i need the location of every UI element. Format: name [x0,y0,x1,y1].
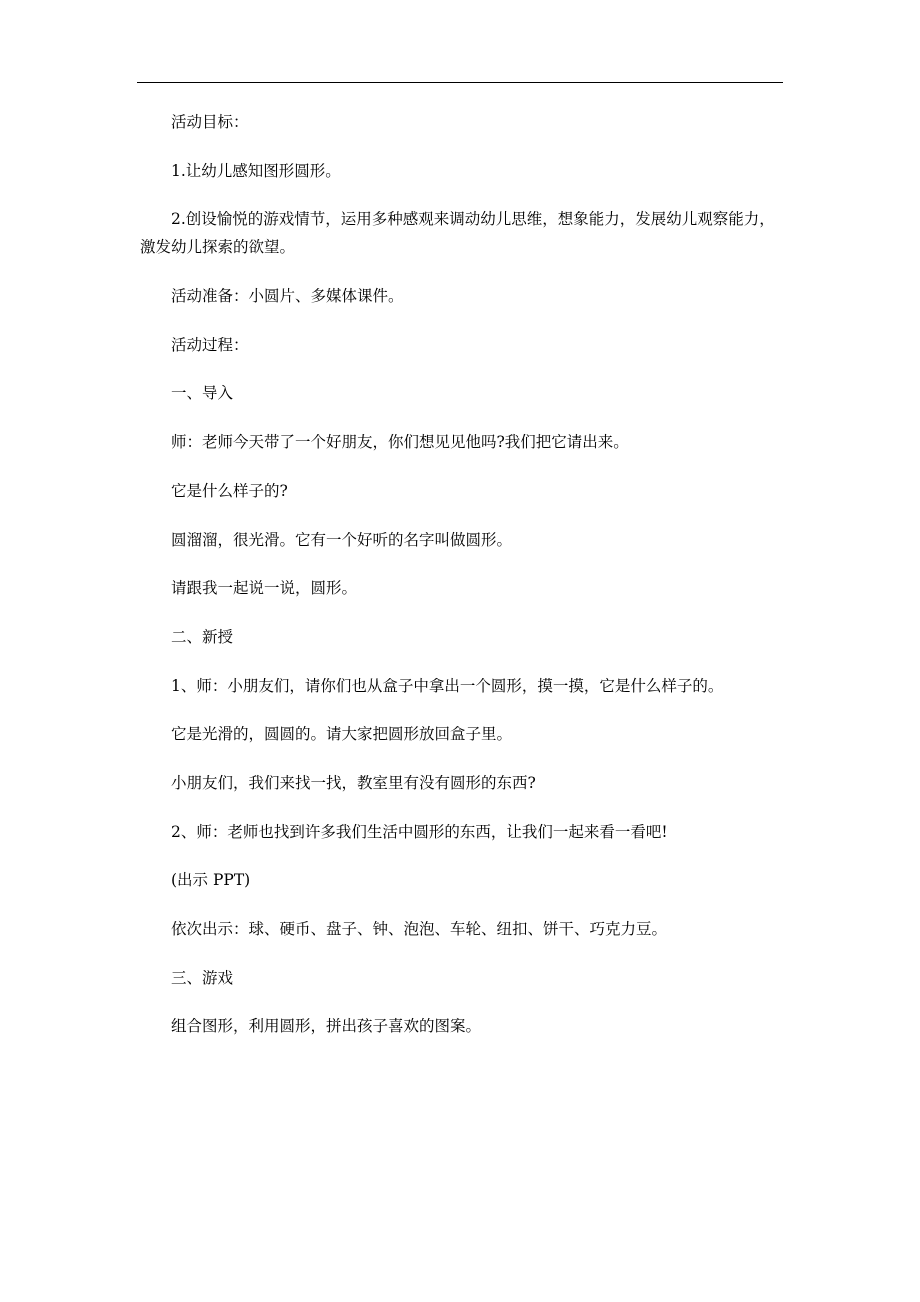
paragraph: 组合图形，利用圆形，拼出孩子喜欢的图案。 [171,1017,482,1036]
section-heading-new-lesson: 二、新授 [171,627,234,646]
section-heading-intro: 一、导入 [171,384,234,403]
paragraph: 请跟我一起说一说，圆形。 [171,579,358,598]
paragraph: 师：老师今天带了一个好朋友，你们想见见他吗?我们把它请出来。 [171,433,629,452]
paragraph: (出示 PPT) [171,871,251,890]
goal-item-1: 1.让幼儿感知图形圆形。 [171,161,341,180]
heading-activity-process: 活动过程： [171,335,249,354]
paragraph: 1、师：小朋友们，请你们也从盒子中拿出一个圆形，摸一摸，它是什么样子的。 [171,676,724,695]
header-rule [137,82,783,83]
activity-preparation: 活动准备：小圆片、多媒体课件。 [171,287,404,306]
paragraph: 圆溜溜，很光滑。它有一个好听的名字叫做圆形。 [171,530,513,549]
paragraph: 依次出示：球、硬币、盘子、钟、泡泡、车轮、纽扣、饼干、巧克力豆。 [171,920,668,938]
document-body [140,108,785,1061]
section-heading-game: 三、游戏 [171,968,234,987]
heading-activity-goals: 活动目标： [171,113,249,131]
paragraph: 2、师：老师也找到许多我们生活中圆形的东西，让我们一起来看一看吧! [171,822,668,841]
goal-item-2: 2.创设愉悦的游戏情节，运用多种感观来调动幼儿思维，想象能力，发展幼儿观察能力，激发幼儿探索的欲望。 [140,210,775,257]
paragraph: 它是光滑的，圆圆的。请大家把圆形放回盒子里。 [171,725,513,744]
paragraph: 小朋友们，我们来找一找，教室里有没有圆形的东西? [171,773,536,792]
paragraph: 它是什么样子的? [171,481,288,500]
